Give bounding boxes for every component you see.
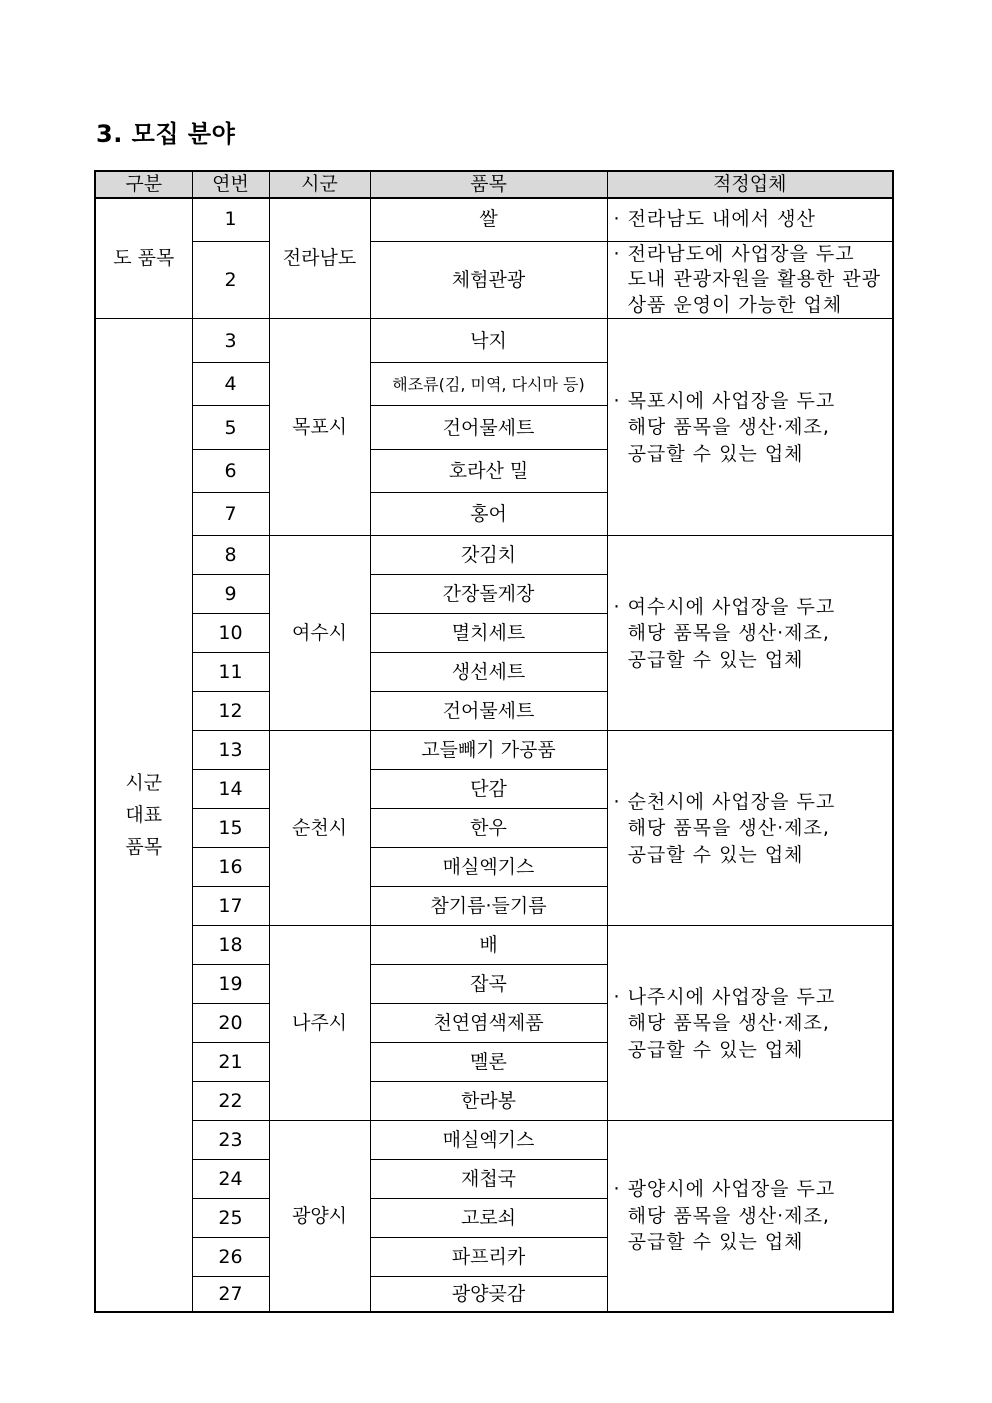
requirement-line: 해당 품목을 생산·제조, <box>613 817 830 840</box>
requirement-line: · 목포시에 사업장을 두고 <box>613 389 836 412</box>
table-row <box>95 536 893 575</box>
item-cell: 건어물세트 <box>370 692 607 731</box>
number-cell: 7 <box>192 493 269 536</box>
number-cell: 9 <box>192 575 269 614</box>
requirement-cell <box>607 926 893 1121</box>
number-cell: 17 <box>192 887 269 926</box>
requirement-line: 해당 품목을 생산·제조, <box>613 622 830 645</box>
number-cell: 14 <box>192 770 269 809</box>
requirement-line: 해당 품목을 생산·제조, <box>613 1012 830 1035</box>
number-cell: 5 <box>192 406 269 450</box>
item-cell: 단감 <box>370 770 607 809</box>
item-cell: 멸치세트 <box>370 614 607 653</box>
number-cell: 16 <box>192 848 269 887</box>
item-cell: 한라봉 <box>370 1082 607 1121</box>
number-cell: 11 <box>192 653 269 692</box>
recruitment-table <box>94 170 894 1313</box>
item-cell: 멜론 <box>370 1043 607 1082</box>
requirement-line: · 전라남도에 사업장을 두고 <box>613 242 855 265</box>
requirement-line: 상품 운영이 가능한 업체 <box>613 293 843 316</box>
category-line: 대표 <box>125 804 163 827</box>
item-cell: 매실엑기스 <box>370 1121 607 1160</box>
number-cell: 20 <box>192 1004 269 1043</box>
category-line: 품목 <box>125 836 163 859</box>
table-row <box>95 1121 893 1160</box>
item-cell: 고들빼기 가공품 <box>370 731 607 770</box>
item-cell: 배 <box>370 926 607 965</box>
number-cell: 24 <box>192 1160 269 1199</box>
number-cell: 3 <box>192 319 269 363</box>
item-cell: 천연염색제품 <box>370 1004 607 1043</box>
column-header-category: 구분 <box>95 171 192 198</box>
number-cell: 8 <box>192 536 269 575</box>
item-cell: 체험관광 <box>370 241 607 319</box>
region-cell: 순천시 <box>269 731 370 926</box>
region-cell: 여수시 <box>269 536 370 731</box>
item-cell: 간장돌게장 <box>370 575 607 614</box>
item-cell: 홍어 <box>370 493 607 536</box>
item-cell: 해조류(김, 미역, 다시마 등) <box>370 363 607 406</box>
requirement-line: · 순천시에 사업장을 두고 <box>613 790 836 813</box>
requirement-line: 공급할 수 있는 업체 <box>613 648 804 671</box>
requirement-cell <box>607 1121 893 1312</box>
column-header-region: 시군 <box>269 171 370 198</box>
item-cell: 재첩국 <box>370 1160 607 1199</box>
item-cell: 생선세트 <box>370 653 607 692</box>
requirement-cell <box>607 731 893 926</box>
number-cell: 10 <box>192 614 269 653</box>
item-cell: 매실엑기스 <box>370 848 607 887</box>
section-heading: 3. 모집 분야 <box>96 120 236 148</box>
number-cell: 22 <box>192 1082 269 1121</box>
item-cell: 참기름·들기름 <box>370 887 607 926</box>
number-cell: 21 <box>192 1043 269 1082</box>
item-cell: 쌀 <box>370 198 607 241</box>
number-cell: 27 <box>192 1277 269 1312</box>
number-cell: 13 <box>192 731 269 770</box>
number-cell: 15 <box>192 809 269 848</box>
requirement-line: 공급할 수 있는 업체 <box>613 1038 804 1061</box>
category-line: 시군 <box>125 772 163 795</box>
requirement-line: · 광양시에 사업장을 두고 <box>613 1178 836 1201</box>
region-cell: 광양시 <box>269 1121 370 1312</box>
requirement-line: 공급할 수 있는 업체 <box>613 442 804 465</box>
item-cell: 파프리카 <box>370 1238 607 1277</box>
requirement-cell <box>607 319 893 536</box>
requirement-line: 공급할 수 있는 업체 <box>613 1231 804 1254</box>
category-cell-provincial: 도 품목 <box>95 198 192 319</box>
table-row <box>95 198 893 241</box>
item-cell: 한우 <box>370 809 607 848</box>
number-cell: 6 <box>192 450 269 493</box>
requirement-line: 해당 품목을 생산·제조, <box>613 1204 830 1227</box>
number-cell: 2 <box>192 241 269 319</box>
number-cell: 4 <box>192 363 269 406</box>
number-cell: 19 <box>192 965 269 1004</box>
item-cell: 광양곶감 <box>370 1277 607 1312</box>
number-cell: 18 <box>192 926 269 965</box>
number-cell: 23 <box>192 1121 269 1160</box>
requirement-cell <box>607 198 893 241</box>
item-cell: 잡곡 <box>370 965 607 1004</box>
requirement-line: · 여수시에 사업장을 두고 <box>613 595 836 618</box>
region-cell: 목포시 <box>269 319 370 536</box>
column-header-item: 품목 <box>370 171 607 198</box>
table-row <box>95 241 893 319</box>
column-header-requirement: 적정업체 <box>607 171 893 198</box>
number-cell: 12 <box>192 692 269 731</box>
item-cell: 갓김치 <box>370 536 607 575</box>
requirement-line: 도내 관광자원을 활용한 관광 <box>613 268 881 291</box>
requirement-line: · 나주시에 사업장을 두고 <box>613 985 836 1008</box>
category-cell-county <box>95 319 192 1312</box>
number-cell: 1 <box>192 198 269 241</box>
item-cell: 호라산 밀 <box>370 450 607 493</box>
item-cell: 고로쇠 <box>370 1199 607 1238</box>
region-cell: 전라남도 <box>269 198 370 319</box>
table-header-row <box>95 171 893 198</box>
requirement-line: 공급할 수 있는 업체 <box>613 843 804 866</box>
requirement-cell <box>607 241 893 319</box>
requirement-cell <box>607 536 893 731</box>
region-cell: 나주시 <box>269 926 370 1121</box>
requirement-line: · 전라남도 내에서 생산 <box>613 208 816 231</box>
number-cell: 26 <box>192 1238 269 1277</box>
item-cell: 낙지 <box>370 319 607 363</box>
table-row <box>95 731 893 770</box>
table-row <box>95 926 893 965</box>
number-cell: 25 <box>192 1199 269 1238</box>
item-cell: 건어물세트 <box>370 406 607 450</box>
column-header-number: 연번 <box>192 171 269 198</box>
table-row <box>95 319 893 363</box>
requirement-line: 해당 품목을 생산·제조, <box>613 416 830 439</box>
